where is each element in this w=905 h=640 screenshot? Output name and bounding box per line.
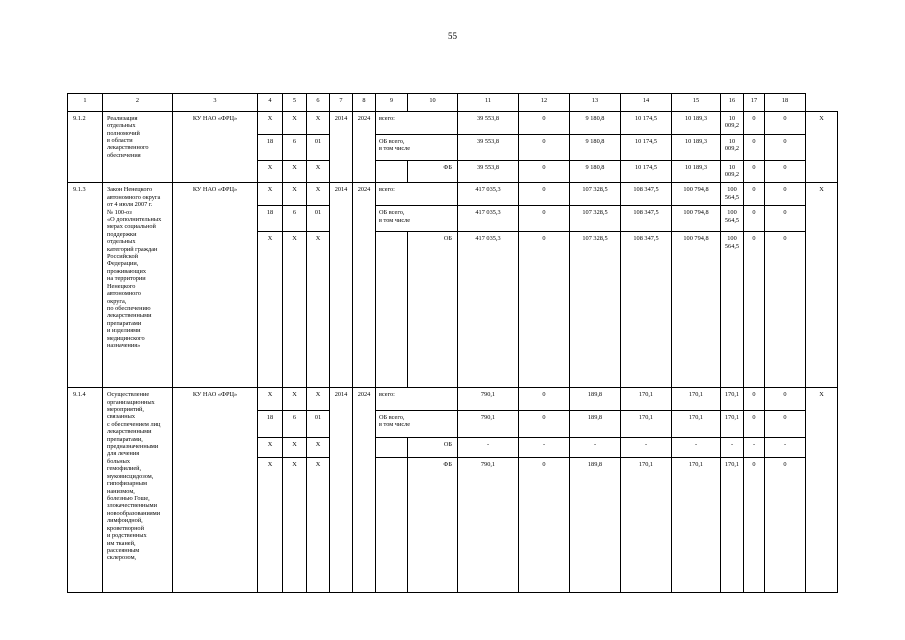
value-v12: 189,8 (570, 457, 621, 592)
funding-source: ФБ (408, 160, 458, 183)
value-v12: 107 328,5 (570, 206, 621, 232)
value-v10: - (458, 437, 519, 457)
value-v13: 10 174,5 (621, 160, 672, 183)
value-v13: 170,1 (621, 388, 672, 411)
code-cell-5: Х (283, 437, 307, 457)
value-v17: 0 (765, 134, 806, 160)
note-cell: Х (806, 183, 838, 388)
value-v17: 0 (765, 183, 806, 206)
value-v10: 417 035,3 (458, 183, 519, 206)
value-v10: 417 035,3 (458, 232, 519, 388)
value-v16: 0 (744, 134, 765, 160)
funding-label: всего: (376, 183, 458, 206)
note-cell: Х (806, 111, 838, 183)
funding-label: ОБ всего, в том числе (376, 134, 458, 160)
value-v10: 39 553,8 (458, 111, 519, 134)
note-cell: Х (806, 388, 838, 593)
item-name: Осуществление организационных мероприятий, связанных с обеспечением лиц лекарственными препаратами, предназначенными для лечения больных гемофилией, муковисцидозом, гипофизарным нанизмом, болезнью Гоше, злокачественными новообразованиями лимфоидной, кроветворной и родственных им тканей, рассеянным склерозом, (103, 388, 173, 593)
value-v16: 0 (744, 111, 765, 134)
value-v15: 100 564,5 (721, 183, 744, 206)
header-cell-18: 18 (765, 94, 806, 112)
item-name: Реализация отдельных полномочий в области лекарственного обеспечения (103, 111, 173, 183)
header-cell-14: 14 (621, 94, 672, 112)
value-v11: 0 (519, 206, 570, 232)
value-v15: 100 564,5 (721, 206, 744, 232)
value-v16: 0 (744, 183, 765, 206)
value-v10: 417 035,3 (458, 206, 519, 232)
value-v17: - (765, 437, 806, 457)
value-v14: - (672, 437, 721, 457)
header-cell-2: 2 (103, 94, 173, 112)
value-v11: 0 (519, 183, 570, 206)
value-v12: 107 328,5 (570, 183, 621, 206)
value-v15: 100 564,5 (721, 232, 744, 388)
code-cell-4: 18 (258, 134, 283, 160)
code-cell-6: 01 (307, 410, 330, 437)
header-cell-3: 3 (173, 94, 258, 112)
value-v16: 0 (744, 160, 765, 183)
value-v17: 0 (765, 206, 806, 232)
funding-label-empty (376, 232, 408, 388)
value-v15: 170,1 (721, 457, 744, 592)
table-row (68, 183, 838, 206)
value-v13: 108 347,5 (621, 206, 672, 232)
code-cell-6: Х (307, 160, 330, 183)
value-v14: 170,1 (672, 457, 721, 592)
header-row (68, 94, 838, 112)
funding-label-empty (376, 160, 408, 183)
header-cell-1: 1 (68, 94, 103, 112)
header-cell-8: 8 (353, 94, 376, 112)
funding-label: ОБ всего, в том числе (376, 410, 458, 437)
value-v13: 10 174,5 (621, 134, 672, 160)
code-cell-6: 01 (307, 206, 330, 232)
funding-source: ФБ (408, 457, 458, 592)
value-v14: 170,1 (672, 388, 721, 411)
value-v14: 10 189,3 (672, 111, 721, 134)
value-v14: 10 189,3 (672, 134, 721, 160)
item-executor: КУ НАО «ФРЦ» (173, 183, 258, 388)
header-cell-11: 11 (458, 94, 519, 112)
header-cell-13: 13 (570, 94, 621, 112)
value-v10: 790,1 (458, 388, 519, 411)
value-v11: 0 (519, 160, 570, 183)
code-cell-4: Х (258, 183, 283, 206)
end-year: 2024 (353, 111, 376, 183)
value-v17: 0 (765, 111, 806, 134)
code-cell-4: Х (258, 232, 283, 388)
value-v15: 170,1 (721, 410, 744, 437)
header-cell-10: 10 (408, 94, 458, 112)
header-cell-5: 5 (283, 94, 307, 112)
value-v11: 0 (519, 388, 570, 411)
value-v14: 100 794,8 (672, 183, 721, 206)
code-cell-5: 6 (283, 206, 307, 232)
code-cell-5: Х (283, 183, 307, 206)
value-v14: 170,1 (672, 410, 721, 437)
code-cell-4: Х (258, 111, 283, 134)
code-cell-6: Х (307, 183, 330, 206)
value-v13: - (621, 437, 672, 457)
code-cell-4: Х (258, 457, 283, 592)
value-v10: 790,1 (458, 410, 519, 437)
value-v16: 0 (744, 410, 765, 437)
value-v12: 189,8 (570, 388, 621, 411)
funding-label: всего: (376, 111, 458, 134)
value-v10: 39 553,8 (458, 160, 519, 183)
value-v14: 100 794,8 (672, 232, 721, 388)
value-v15: - (721, 437, 744, 457)
header-cell-12: 12 (519, 94, 570, 112)
code-cell-5: 6 (283, 134, 307, 160)
funding-label-empty (376, 457, 408, 592)
item-number: 9.1.4 (68, 388, 103, 593)
value-v11: 0 (519, 134, 570, 160)
code-cell-6: Х (307, 437, 330, 457)
code-cell-6: Х (307, 388, 330, 411)
table-row (68, 111, 838, 134)
code-cell-6: Х (307, 457, 330, 592)
item-number: 9.1.2 (68, 111, 103, 183)
value-v13: 108 347,5 (621, 232, 672, 388)
item-number: 9.1.3 (68, 183, 103, 388)
code-cell-6: Х (307, 232, 330, 388)
value-v11: 0 (519, 111, 570, 134)
value-v15: 10 009,2 (721, 134, 744, 160)
value-v12: 9 180,8 (570, 111, 621, 134)
value-v12: 107 328,5 (570, 232, 621, 388)
code-cell-6: Х (307, 111, 330, 134)
value-v10: 39 553,8 (458, 134, 519, 160)
value-v13: 170,1 (621, 410, 672, 437)
value-v16: - (744, 437, 765, 457)
value-v16: 0 (744, 232, 765, 388)
value-v14: 100 794,8 (672, 206, 721, 232)
funding-label: всего: (376, 388, 458, 411)
code-cell-5: 6 (283, 410, 307, 437)
code-cell-5: Х (283, 388, 307, 411)
value-v17: 0 (765, 410, 806, 437)
start-year: 2014 (330, 111, 353, 183)
value-v16: 0 (744, 457, 765, 592)
value-v12: - (570, 437, 621, 457)
item-executor: КУ НАО «ФРЦ» (173, 111, 258, 183)
funding-source: ОБ (408, 232, 458, 388)
code-cell-4: 18 (258, 206, 283, 232)
start-year: 2014 (330, 183, 353, 388)
value-v11: - (519, 437, 570, 457)
code-cell-4: 18 (258, 410, 283, 437)
header-cell-7: 7 (330, 94, 353, 112)
code-cell-4: Х (258, 160, 283, 183)
code-cell-5: Х (283, 457, 307, 592)
header-cell-16: 16 (721, 94, 744, 112)
value-v11: 0 (519, 232, 570, 388)
value-v17: 0 (765, 160, 806, 183)
value-v11: 0 (519, 410, 570, 437)
value-v15: 10 009,2 (721, 160, 744, 183)
value-v13: 170,1 (621, 457, 672, 592)
value-v17: 0 (765, 457, 806, 592)
code-cell-5: Х (283, 111, 307, 134)
page-number: 55 (448, 31, 457, 41)
value-v15: 10 009,2 (721, 111, 744, 134)
code-cell-5: Х (283, 232, 307, 388)
item-executor: КУ НАО «ФРЦ» (173, 388, 258, 593)
item-name: Закон Ненецкого автономного округа от 4 июля 2007 г. № 100-оз «О дополнительных мерах социальной поддержки отдельных категорий граждан Российской Федерации, проживающих на территории Ненецкого автономного округа, по обеспечению лекарственными препаратами и изделиями медицинского назначения» (103, 183, 173, 388)
end-year: 2024 (353, 183, 376, 388)
start-year: 2014 (330, 388, 353, 593)
table-row (68, 388, 838, 411)
header-cell-9: 9 (376, 94, 408, 112)
value-v13: 108 347,5 (621, 183, 672, 206)
value-v16: 0 (744, 206, 765, 232)
budget-table (67, 93, 838, 593)
code-cell-4: Х (258, 437, 283, 457)
value-v10: 790,1 (458, 457, 519, 592)
header-cell-4: 4 (258, 94, 283, 112)
header-cell-15: 15 (672, 94, 721, 112)
value-v17: 0 (765, 232, 806, 388)
value-v12: 189,8 (570, 410, 621, 437)
end-year: 2024 (353, 388, 376, 593)
value-v11: 0 (519, 457, 570, 592)
code-cell-6: 01 (307, 134, 330, 160)
code-cell-4: Х (258, 388, 283, 411)
value-v12: 9 180,8 (570, 134, 621, 160)
funding-source: ОБ (408, 437, 458, 457)
value-v12: 9 180,8 (570, 160, 621, 183)
header-cell-6: 6 (307, 94, 330, 112)
funding-label-empty (376, 437, 408, 457)
funding-label: ОБ всего, в том числе (376, 206, 458, 232)
value-v15: 170,1 (721, 388, 744, 411)
value-v14: 10 189,3 (672, 160, 721, 183)
header-cell-17: 17 (744, 94, 765, 112)
value-v17: 0 (765, 388, 806, 411)
code-cell-5: Х (283, 160, 307, 183)
value-v13: 10 174,5 (621, 111, 672, 134)
value-v16: 0 (744, 388, 765, 411)
